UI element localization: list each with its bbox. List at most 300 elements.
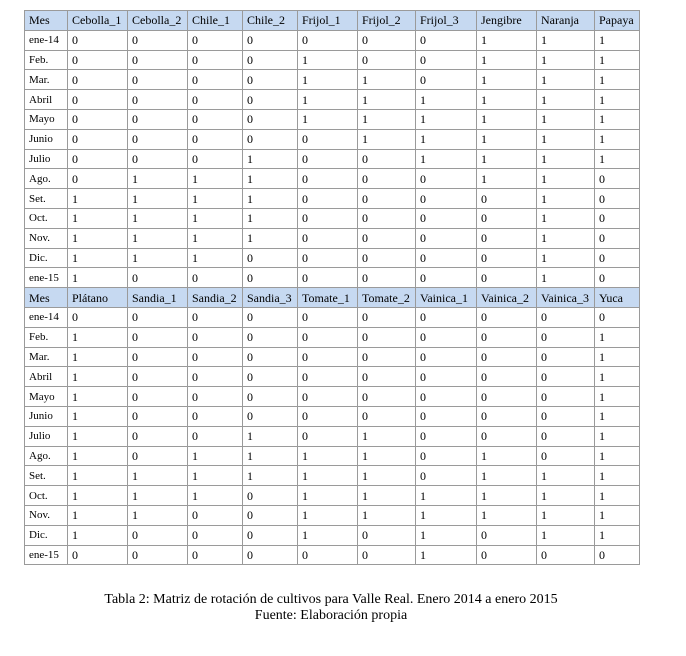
table-cell: 0 [128,90,188,110]
table-row [25,525,640,545]
table-cell: 0 [298,169,358,189]
table-cell: 1 [595,387,640,407]
table-cell: 1 [358,129,416,149]
table-cell: 0 [128,149,188,169]
table-cell: 0 [416,327,477,347]
table-cell: 0 [243,307,298,327]
table-cell: 1 [188,446,243,466]
month-cell: ene-15 [25,268,68,288]
month-cell: Julio [25,426,68,446]
table-cell: 0 [243,545,298,565]
table-cell: 0 [416,387,477,407]
table-cell: 0 [188,406,243,426]
table-cell: 1 [128,208,188,228]
table-cell: 0 [243,30,298,50]
table-cell: 0 [243,367,298,387]
table-cell: 1 [537,109,595,129]
table-cell: 1 [128,169,188,189]
table-cell: 1 [416,505,477,525]
table-cell: 1 [595,486,640,506]
table-cell: 1 [358,446,416,466]
table-cell: 1 [595,149,640,169]
month-cell: Feb. [25,327,68,347]
table-cell: 1 [128,228,188,248]
table-cell: 0 [68,90,128,110]
table-cell: 1 [595,90,640,110]
table-cell: 0 [298,228,358,248]
month-cell: Abril [25,90,68,110]
table-cell: 0 [128,30,188,50]
table-cell: 1 [298,486,358,506]
table-cell: 1 [595,109,640,129]
table-cell: 1 [537,90,595,110]
table-cell: 1 [477,149,537,169]
table-cell: 1 [477,109,537,129]
table-cell: 0 [128,347,188,367]
table-cell: 1 [243,446,298,466]
month-cell: Abril [25,367,68,387]
table-cell: 0 [128,426,188,446]
table-cell: 0 [243,90,298,110]
month-cell: Mayo [25,109,68,129]
table-cell: 0 [188,307,243,327]
table-cell: 0 [477,347,537,367]
table-cell: 1 [298,505,358,525]
table-cell: 1 [298,50,358,70]
table-cell: 0 [477,248,537,268]
column-header: Vainica_3 [537,288,595,308]
table-cell: 0 [595,268,640,288]
table-cell: 1 [595,367,640,387]
table-cell: 1 [537,149,595,169]
table-cell: 0 [68,149,128,169]
table-cell: 0 [188,149,243,169]
table-cell: 0 [128,446,188,466]
table-row [25,70,640,90]
table-row [25,446,640,466]
table-cell: 1 [358,505,416,525]
table-cell: 0 [477,327,537,347]
table-cell: 1 [595,446,640,466]
table-cell: 1 [68,367,128,387]
table-row [25,129,640,149]
column-header: Chile_1 [188,11,243,31]
table-cell: 0 [358,149,416,169]
table-cell: 0 [128,545,188,565]
table-cell: 1 [477,90,537,110]
table-cell: 0 [537,446,595,466]
table-cell: 1 [68,327,128,347]
table-cell: 1 [537,70,595,90]
table-cell: 0 [416,466,477,486]
table-cell: 0 [298,327,358,347]
table-cell: 1 [68,208,128,228]
table-row [25,208,640,228]
table-cell: 0 [68,129,128,149]
table-cell: 0 [477,208,537,228]
table-cell: 0 [358,189,416,209]
table-cell: 0 [358,208,416,228]
table-cell: 1 [188,466,243,486]
table-cell: 0 [243,347,298,367]
table-cell: 0 [537,387,595,407]
table-cell: 0 [298,189,358,209]
month-cell: Oct. [25,486,68,506]
table-cell: 1 [358,90,416,110]
table-cell: 0 [243,50,298,70]
table-cell: 1 [298,466,358,486]
table-cell: 0 [537,426,595,446]
table-cell: 1 [68,268,128,288]
column-header: Cebolla_1 [68,11,128,31]
table-cell: 0 [188,327,243,347]
column-header: Naranja [537,11,595,31]
column-header: Jengibre [477,11,537,31]
table-cell: 0 [128,367,188,387]
table-cell: 0 [68,169,128,189]
table-cell: 1 [537,466,595,486]
column-header: Vainica_1 [416,288,477,308]
table-cell: 0 [416,30,477,50]
table-cell: 1 [595,50,640,70]
table-cell: 1 [298,109,358,129]
table-cell: 0 [477,268,537,288]
table-row [25,505,640,525]
table-cell: 1 [537,129,595,149]
table-cell: 1 [416,486,477,506]
table-cell: 0 [537,367,595,387]
table-cell: 0 [477,367,537,387]
table-cell: 1 [243,466,298,486]
column-header: Frijol_3 [416,11,477,31]
table-cell: 0 [128,50,188,70]
table-cell: 1 [298,70,358,90]
table-cell: 1 [128,505,188,525]
table-cell: 1 [188,248,243,268]
table-cell: 1 [595,426,640,446]
table-cell: 0 [416,70,477,90]
table-cell: 0 [68,30,128,50]
table-cell: 0 [416,367,477,387]
table-cell: 1 [537,30,595,50]
table-cell: 1 [68,228,128,248]
table-cell: 0 [358,545,416,565]
table-cell: 0 [477,426,537,446]
table-cell: 0 [188,426,243,446]
table-cell: 1 [68,446,128,466]
table-cell: 0 [188,347,243,367]
table-cell: 1 [595,505,640,525]
table-cell: 0 [477,387,537,407]
table-cell: 0 [477,545,537,565]
table-cell: 0 [416,426,477,446]
table-cell: 1 [358,486,416,506]
table-cell: 1 [477,70,537,90]
table-cell: 0 [358,367,416,387]
table-cell: 1 [416,90,477,110]
table-cell: 0 [298,149,358,169]
table-cell: 1 [595,406,640,426]
month-cell: Julio [25,149,68,169]
table-cell: 0 [477,307,537,327]
month-cell: ene-15 [25,545,68,565]
month-cell: Mar. [25,347,68,367]
table-cell: 1 [68,189,128,209]
table-cell: 0 [358,387,416,407]
table-cell: 0 [358,525,416,545]
table-row [25,387,640,407]
table-cell: 1 [477,466,537,486]
table-cell: 0 [416,169,477,189]
table-row [25,109,640,129]
table-cell: 0 [595,169,640,189]
table-cell: 1 [188,189,243,209]
column-header: Mes [25,11,68,31]
table-cell: 1 [537,169,595,189]
caption-title: Tabla 2: Matriz de rotación de cultivos para Valle Real. Enero 2014 a enero 2015 [104,592,558,607]
table-cell: 0 [128,525,188,545]
table-cell: 0 [243,327,298,347]
month-cell: Set. [25,189,68,209]
table-cell: 1 [358,466,416,486]
table-cell: 1 [595,129,640,149]
month-cell: Dic. [25,248,68,268]
table-row [25,90,640,110]
table-cell: 0 [188,109,243,129]
column-header: Chile_2 [243,11,298,31]
column-header: Frijol_2 [358,11,416,31]
column-header: Mes [25,288,68,308]
column-header: Yuca [595,288,640,308]
table-cell: 1 [68,387,128,407]
table-cell: 0 [537,307,595,327]
table-cell: 1 [128,189,188,209]
table-cell: 0 [416,208,477,228]
column-header: Cebolla_2 [128,11,188,31]
table-cell: 0 [188,268,243,288]
table-cell: 0 [68,545,128,565]
table-cell: 0 [128,387,188,407]
table-cell: 1 [416,129,477,149]
table-cell: 0 [416,189,477,209]
table-cell: 1 [298,90,358,110]
table-cell: 0 [298,30,358,50]
table-cell: 0 [243,70,298,90]
table-cell: 0 [128,129,188,149]
table-cell: 0 [298,347,358,367]
table-cell: 0 [128,70,188,90]
table-cell: 1 [68,525,128,545]
table-cell: 0 [298,129,358,149]
table-cell: 0 [68,307,128,327]
table-cell: 1 [416,109,477,129]
table-cell: 0 [416,347,477,367]
table-cell: 0 [188,129,243,149]
table-cell: 1 [68,347,128,367]
table-row [25,367,640,387]
table-cell: 1 [68,505,128,525]
table-row [25,545,640,565]
table-cell: 0 [358,347,416,367]
table-row [25,466,640,486]
month-cell: Ago. [25,446,68,466]
table-cell: 0 [537,327,595,347]
table-row [25,50,640,70]
table-cell: 1 [416,149,477,169]
table-cell: 0 [298,367,358,387]
table-row [25,327,640,347]
table-cell: 0 [188,30,243,50]
table-cell: 0 [243,486,298,506]
table-row [25,406,640,426]
month-cell: ene-14 [25,30,68,50]
table-cell: 1 [128,248,188,268]
month-cell: Feb. [25,50,68,70]
table-cell: 0 [68,109,128,129]
table-cell: 1 [537,228,595,248]
table-cell: 0 [243,129,298,149]
table-cell: 1 [188,486,243,506]
table-cell: 0 [416,307,477,327]
table-cell: 1 [298,446,358,466]
table-cell: 1 [298,525,358,545]
column-header: Vainica_2 [477,288,537,308]
table-cell: 0 [188,70,243,90]
table-cell: 1 [477,486,537,506]
table-cell: 0 [358,169,416,189]
table-cell: 0 [477,525,537,545]
table-cell: 0 [358,406,416,426]
month-cell: Nov. [25,228,68,248]
table-cell: 1 [188,228,243,248]
table-row [25,426,640,446]
table-row [25,307,640,327]
table-cell: 1 [358,109,416,129]
table-cell: 0 [188,545,243,565]
table-cell: 1 [537,50,595,70]
table-row [25,149,640,169]
column-header: Plátano [68,288,128,308]
column-header: Sandia_2 [188,288,243,308]
month-cell: Dic. [25,525,68,545]
table-row [25,268,640,288]
table-cell: 1 [243,149,298,169]
table-cell: 0 [595,248,640,268]
table-row [25,169,640,189]
table-cell: 1 [537,486,595,506]
table-cell: 0 [595,228,640,248]
column-header: Sandia_3 [243,288,298,308]
table-cell: 0 [595,307,640,327]
column-header: Frijol_1 [298,11,358,31]
table-cell: 0 [416,228,477,248]
table-cell: 0 [243,406,298,426]
table-cell: 0 [243,248,298,268]
table-cell: 0 [477,189,537,209]
month-cell: Nov. [25,505,68,525]
table-cell: 1 [68,426,128,446]
table-cell: 0 [243,525,298,545]
table2-header-row [25,288,640,308]
month-cell: Oct. [25,208,68,228]
month-cell: Mar. [25,70,68,90]
table-cell: 0 [68,50,128,70]
table-cell: 1 [188,169,243,189]
table-cell: 0 [188,367,243,387]
table-row [25,30,640,50]
month-cell: Ago. [25,169,68,189]
table-cell: 0 [128,109,188,129]
table-cell: 0 [595,189,640,209]
table-cell: 0 [298,406,358,426]
table-cell: 0 [537,406,595,426]
table-cell: 0 [358,50,416,70]
table-cell: 1 [477,446,537,466]
month-cell: Junio [25,406,68,426]
table-cell: 0 [358,30,416,50]
table-cell: 1 [68,486,128,506]
table-cell: 1 [243,426,298,446]
table-cell: 0 [595,208,640,228]
table-cell: 0 [595,545,640,565]
table-cell: 0 [298,268,358,288]
table-cell: 1 [243,228,298,248]
column-header: Tomate_1 [298,288,358,308]
table-cell: 1 [358,70,416,90]
table-cell: 1 [128,466,188,486]
table-cell: 1 [68,248,128,268]
table-cell: 0 [243,387,298,407]
column-header: Papaya [595,11,640,31]
table-cell: 1 [68,406,128,426]
table-cell: 1 [537,505,595,525]
table-cell: 1 [595,525,640,545]
table-cell: 1 [537,525,595,545]
table-cell: 0 [358,228,416,248]
table-cell: 1 [537,248,595,268]
table-cell: 0 [358,307,416,327]
table-cell: 1 [595,327,640,347]
table1-header-row [25,11,640,31]
table-cell: 0 [358,268,416,288]
table-cell: 1 [537,189,595,209]
table-cell: 1 [595,466,640,486]
table-cell: 0 [358,248,416,268]
table-cell: 1 [416,545,477,565]
table-row [25,248,640,268]
table-cell: 0 [128,307,188,327]
table-cell: 0 [416,446,477,466]
table-cell: 0 [243,505,298,525]
column-header: Tomate_2 [358,288,416,308]
table-cell: 0 [416,248,477,268]
table-cell: 0 [188,525,243,545]
table-cell: 0 [188,90,243,110]
table-cell: 0 [298,426,358,446]
table-cell: 1 [68,466,128,486]
table-cell: 0 [298,208,358,228]
table-cell: 0 [243,109,298,129]
table-cell: 1 [416,525,477,545]
table-cell: 0 [298,387,358,407]
month-cell: Mayo [25,387,68,407]
table-cell: 1 [477,129,537,149]
table-cell: 0 [128,406,188,426]
table-cell: 1 [243,189,298,209]
table-cell: 0 [188,387,243,407]
table-cell: 1 [128,486,188,506]
month-cell: Junio [25,129,68,149]
